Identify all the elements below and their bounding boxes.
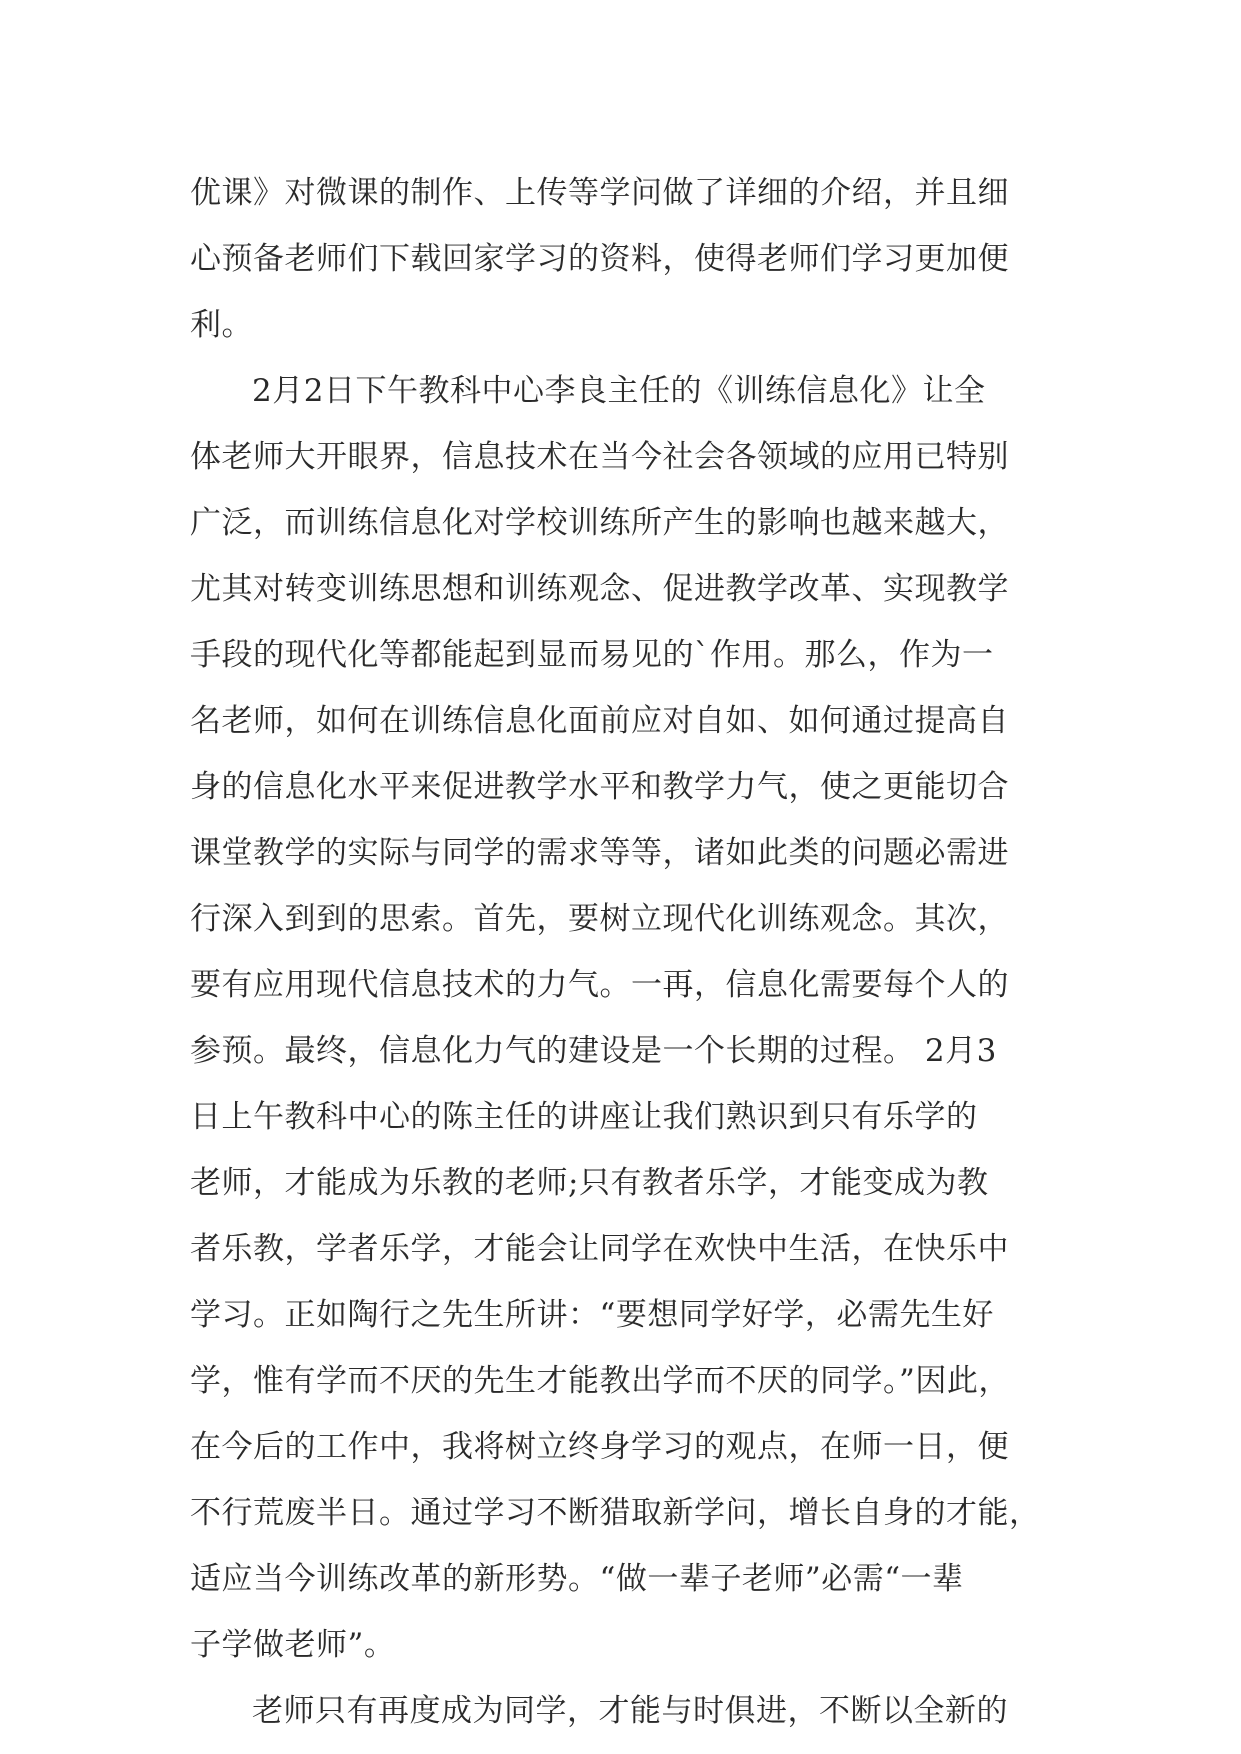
text-line: 体老师大开眼界，信息技术在当今社会各领域的应用已特别 [190, 439, 1009, 475]
text-line: 学，惟有学而不厌的先生才能教出学而不厌的同学。”因此， [190, 1363, 1010, 1399]
paragraph-2 [190, 358, 1052, 1678]
text-line: 身的信息化水平来促进教学水平和教学力气，使之更能切合 [190, 769, 1009, 805]
text-line: 老师，才能成为乐教的老师;只有教者乐学，才能变成为教 [190, 1165, 989, 1201]
text-line: 学习。正如陶行之先生所讲：“要想同学好学，必需先生好 [190, 1297, 994, 1333]
text-line: 老师只有再度成为同学，才能与时俱进，不断以全新的 [252, 1693, 1008, 1729]
text-line: 利。 [190, 307, 253, 343]
text-line: 优课》对微课的制作、上传等学问做了详细的介绍，并且细 [190, 175, 1009, 211]
text-line: 日上午教科中心的陈主任的讲座让我们熟识到只有乐学的 [190, 1099, 978, 1135]
text-line: 不行荒废半日。通过学习不断猎取新学问，增长自身的才能， [190, 1495, 1041, 1531]
text-line: 名老师，如何在训练信息化面前应对自如、如何通过提高自 [190, 703, 1009, 739]
paragraph-1 [190, 160, 1052, 358]
text-line: 者乐教，学者乐学，才能会让同学在欢快中生活，在快乐中 [190, 1231, 1009, 1267]
text-line: 心预备老师们下载回家学习的资料，使得老师们学习更加便 [190, 241, 1009, 277]
text-line: 适应当今训练改革的新形势。“做一辈子老师”必需“一辈 [190, 1561, 964, 1597]
text-line: 尤其对转变训练思想和训练观念、促进教学改革、实现教学 [190, 571, 1009, 607]
text-line: 参预。最终，信息化力气的建设是一个长期的过程。 2月3 [190, 1033, 997, 1069]
text-line: 子学做老师”。 [190, 1627, 396, 1663]
text-line: 课堂教学的实际与同学的需求等等，诸如此类的问题必需进 [190, 835, 1009, 871]
text-line: 手段的现代化等都能起到显而易见的`作用。那么，作为一 [190, 637, 994, 673]
text-line: 要有应用现代信息技术的力气。一再，信息化需要每个人的 [190, 967, 1009, 1003]
paragraph-3 [190, 1678, 1052, 1744]
text-line: 在今后的工作中，我将树立终身学习的观点，在师一日，便 [190, 1429, 1009, 1465]
document-body [190, 160, 1052, 1744]
text-line: 2月2日下午教科中心李良主任的《训练信息化》让全 [252, 373, 986, 409]
text-line: 广泛，而训练信息化对学校训练所产生的影响也越来越大， [190, 505, 1009, 541]
text-line: 行深入到到的思索。首先，要树立现代化训练观念。其次， [190, 901, 1009, 937]
